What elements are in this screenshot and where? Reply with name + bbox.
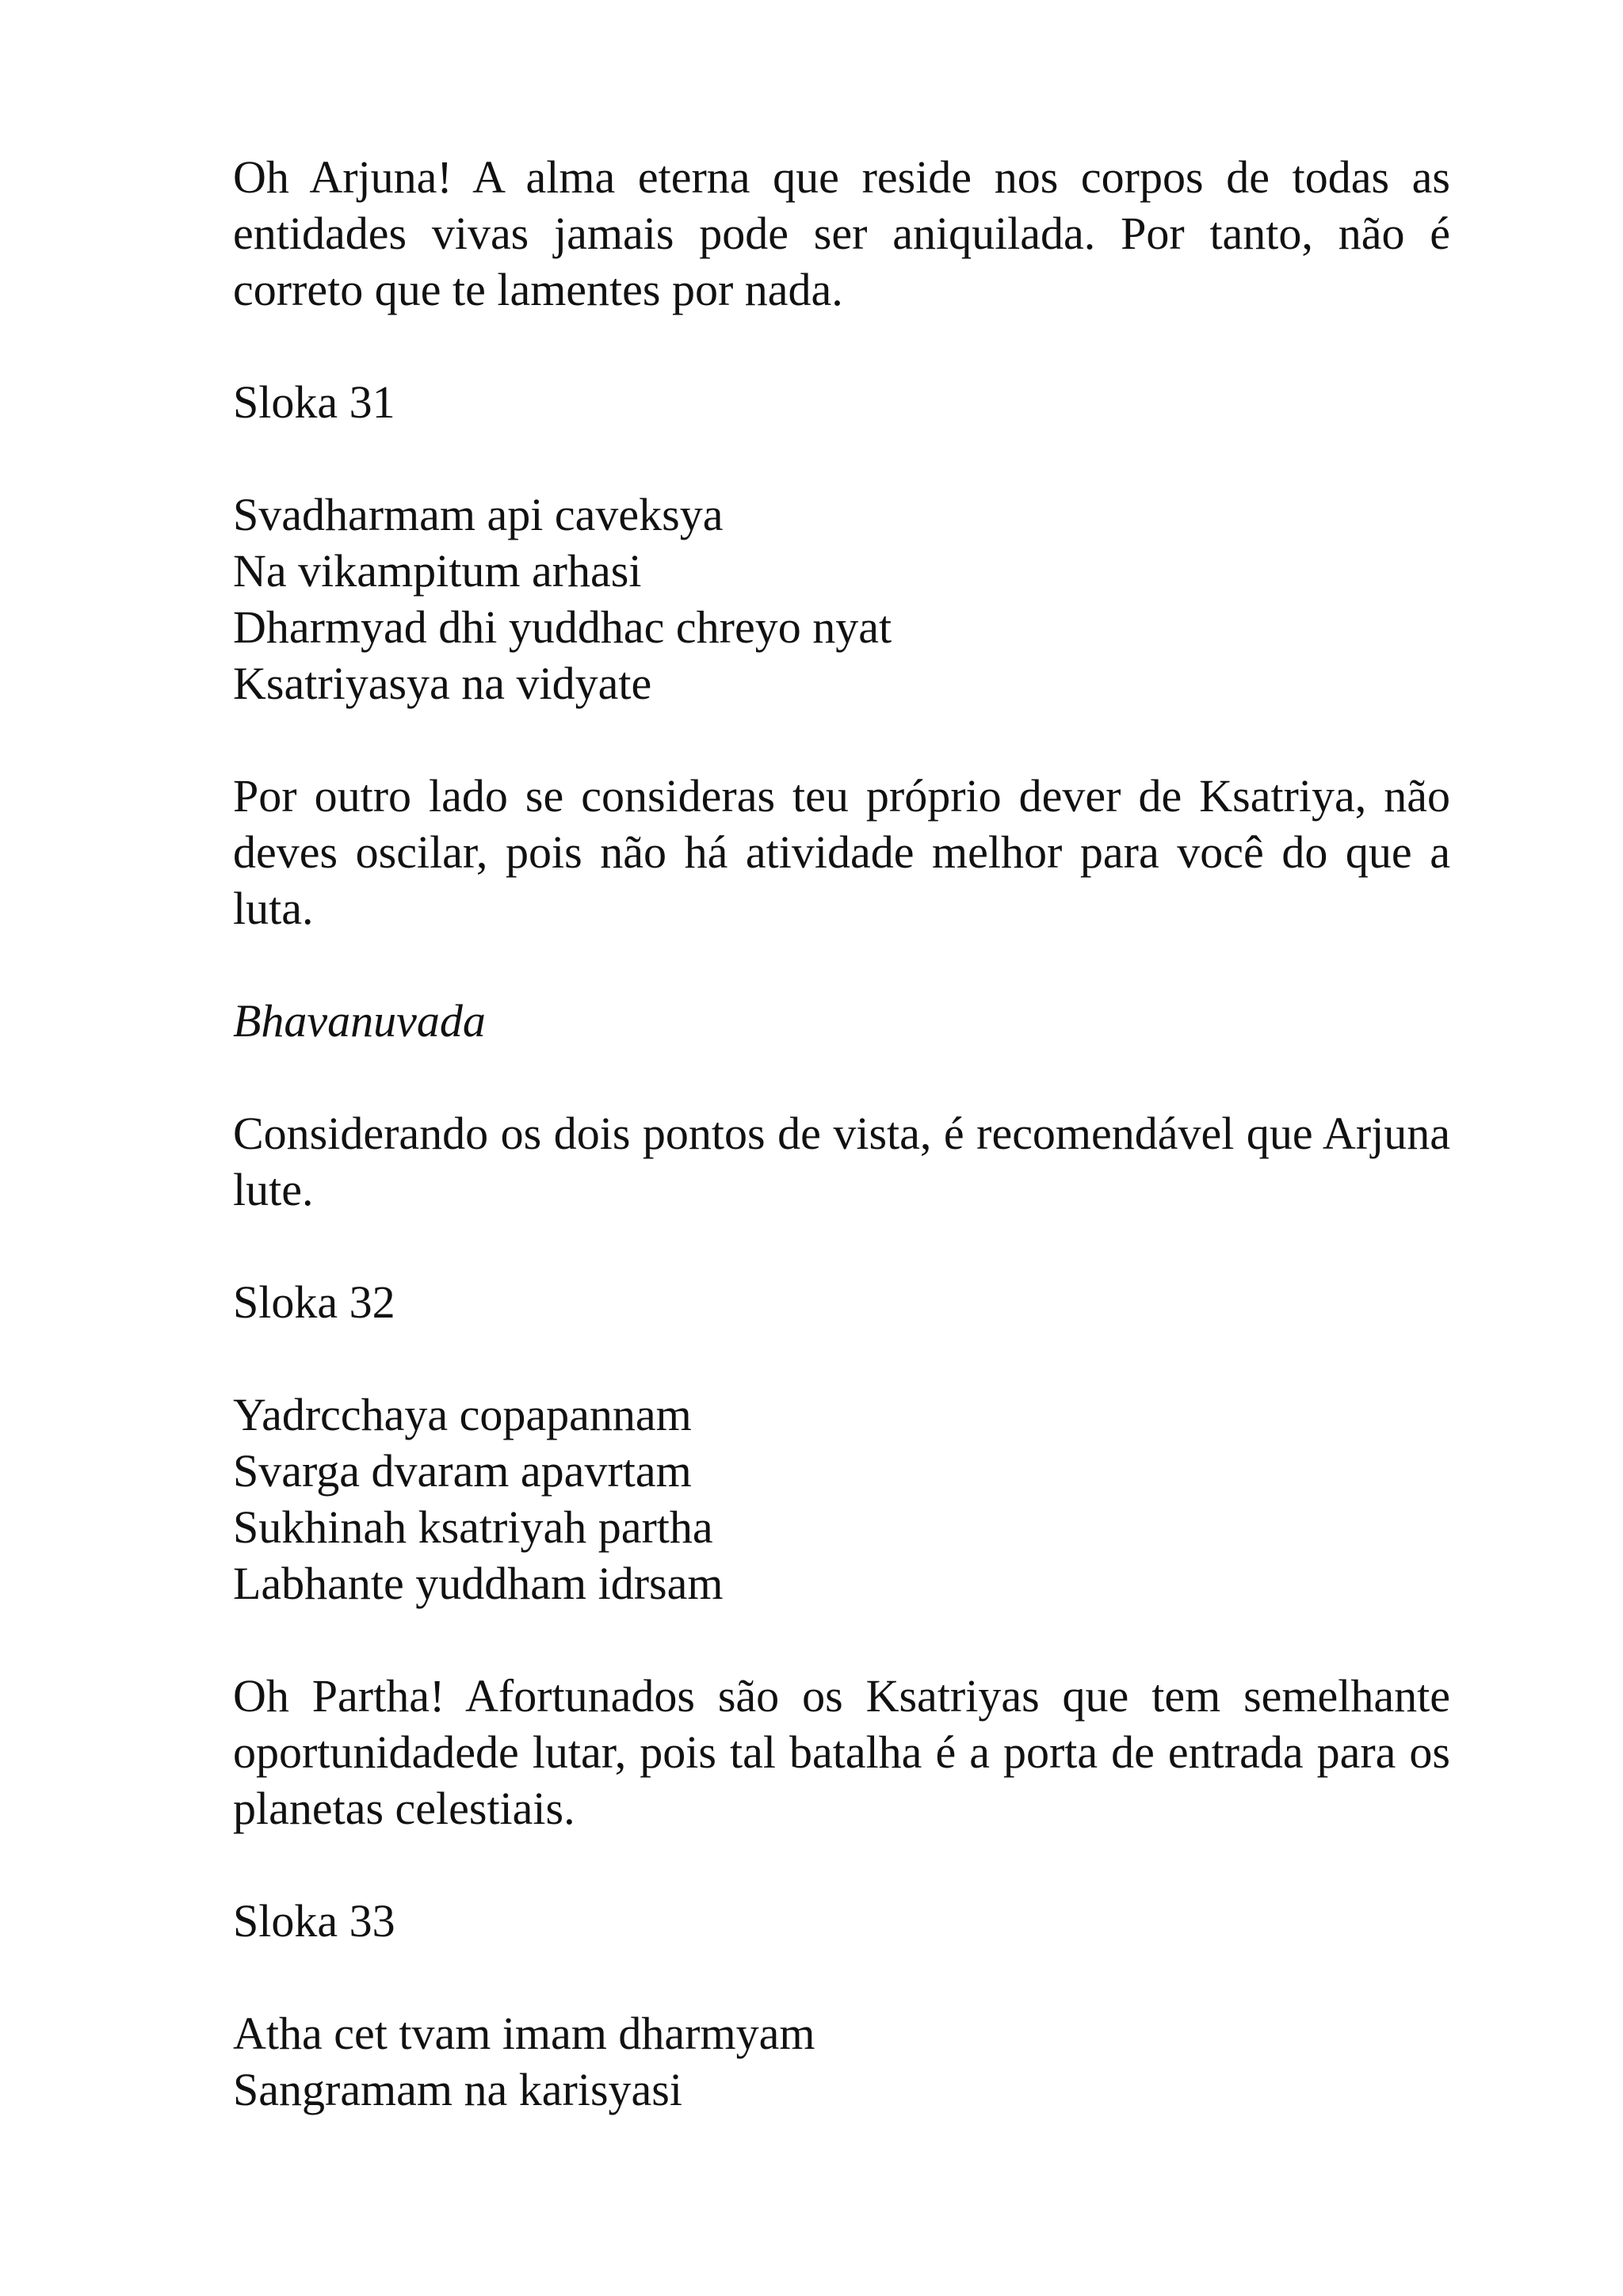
sloka-31-heading: Sloka 31 [233,376,395,428]
spacer [233,1836,1450,1893]
paragraph-arjuna: Oh Arjuna! A alma eterna que reside nos corpos de todas as entidades vivas jamais pode ser aniquilada. Por tanto, não é correto que te lamentes por nada. [233,151,1450,315]
verse-line: Yadrcchaya copapannam [233,1389,692,1440]
commentary-heading: Bhavanuvada [233,995,486,1047]
commentary-text: Considerando os dois pontos de vista, é recomendável que Arjuna lute. [233,1108,1450,1215]
verse-line: Ksatriyasya na vidyate [233,658,652,709]
verse-line: Svadharmam api caveksya [233,489,724,540]
spacer [233,1330,1450,1386]
verse-line: Atha cet tvam imam dharmyam [233,2008,815,2059]
verse-line: Svarga dvaram apavrtam [233,1445,692,1497]
verse-line: Labhante yuddham idrsam [233,1558,724,1609]
sloka-32-translation: Oh Partha! Afortunados são os Ksatriyas que tem semelhante oportunidadede lutar, pois tal batalha é a porta de entrada para os planetas celestiais. [233,1670,1450,1834]
sloka-32-heading: Sloka 32 [233,1276,395,1328]
spacer [233,1218,1450,1274]
sloka-31-translation: Por outro lado se consideras teu próprio dever de Ksatriya, não deves oscilar, pois não há atividade melhor para você do que a luta. [233,770,1450,934]
spacer [233,711,1450,768]
document-page [233,149,1450,2118]
sloka-33-verse [233,2005,1450,2118]
spacer [233,1611,1450,1668]
spacer [233,430,1450,486]
sloka-32-verse [233,1386,1450,1611]
verse-line: Sangramam na karisyasi [233,2064,682,2115]
sloka-31-verse [233,486,1450,711]
verse-line: Na vikampitum arhasi [233,545,642,597]
spacer [233,936,1450,993]
spacer [233,318,1450,374]
spacer [233,1049,1450,1105]
sloka-33-heading: Sloka 33 [233,1895,395,1947]
verse-line: Dharmyad dhi yuddhac chreyo nyat [233,601,892,653]
verse-line: Sukhinah ksatriyah partha [233,1501,713,1553]
spacer [233,1949,1450,2005]
